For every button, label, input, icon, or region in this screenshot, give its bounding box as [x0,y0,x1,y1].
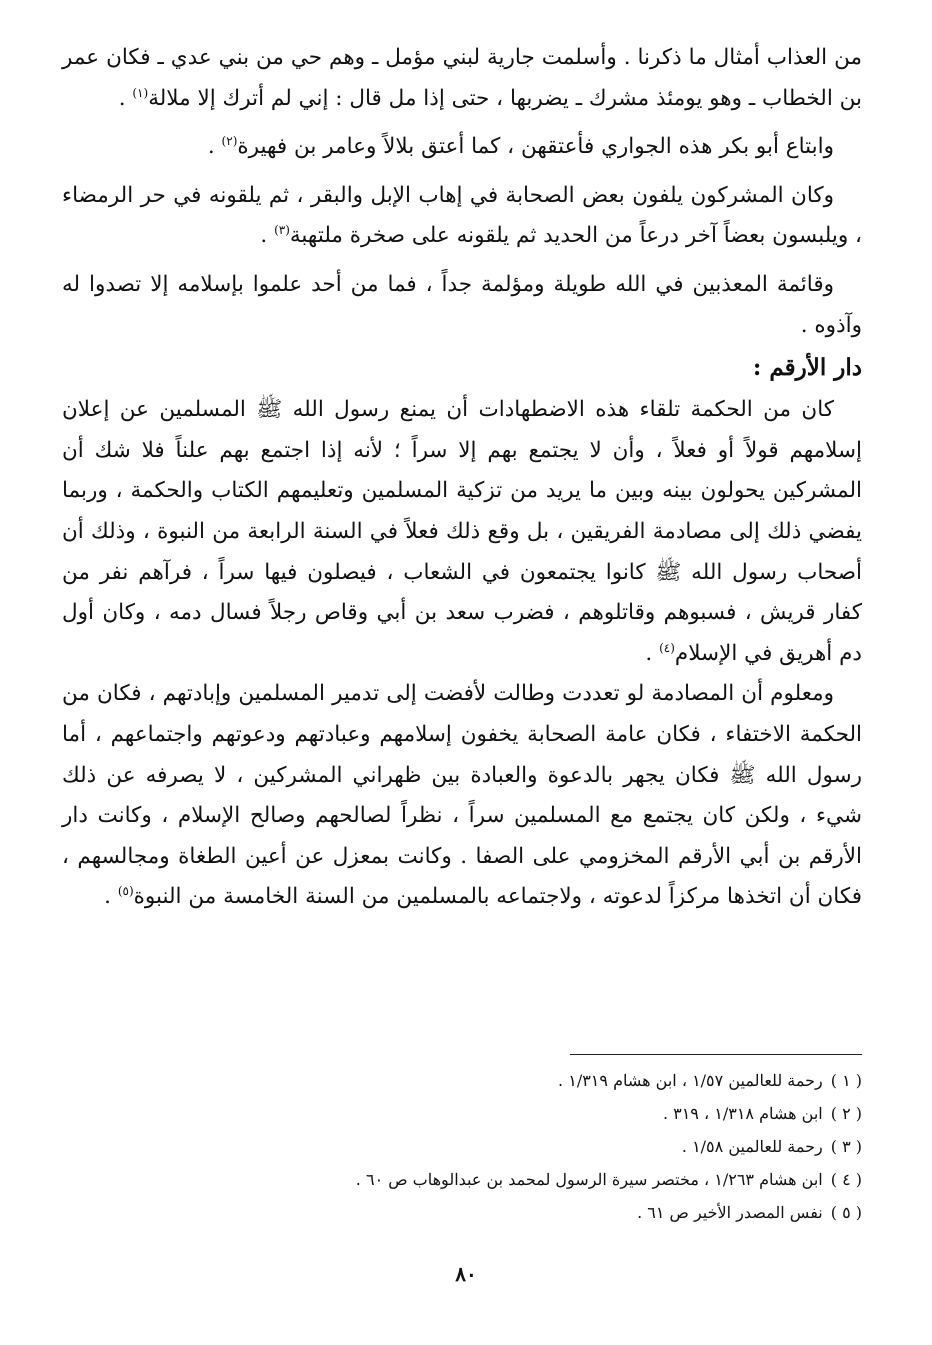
footnote-2: ( ٢ )ابن هشام ١/٣١٨ ، ٣١٩ . [662,1104,862,1123]
section-heading: دار الأرقم : [752,354,862,382]
paragraph-2: وابتاع أبو بكر هذه الجواري فأعتقهن ، كما أعتق بلالاً وعامر بن فهيرة$^{(٢)}$ . [207,134,834,160]
paragraph-5: كان من الحكمة تلقاء هذه الاضطهادات أن يمنع رسول الله ﷺ المسلمين عن إعلان إسلامهم قولاً أو فعلاً ، وأن لا يجتمع بهم إلا سراً ؛ لأنه إذا اجتمع بهم علناً فلا شك أن المشركين يحولون بينه وبين ما يريد من تزكية المسلمين وتعليمهم الكتاب والحكمة ، وربما يفضي ذلك إلى مصادمة الفريقين ، بل وقع ذلك فعلاً في السنة الرابعة من النبوة ، وذلك أن أصحاب رسول الله ﷺ كانوا يجتمعون في الشعاب ، فيصلون فيها سراً ، فرآهم نفر من كفار قريش ، فسبوهم وقاتلوهم ، فضرب سعد بن أبي وقاص رجلاً فسال دمه ، وكان أول دم أهريق في الإسلام$^{(٤)}$ . [62,397,862,666]
paragraph-4: وقائمة المعذبين في الله طويلة ومؤلمة جداً ، فما من أحد علموا بإسلامه إلا تصدوا له وآذوه . [62,271,862,338]
page-number: ٨٠ [455,1262,477,1286]
footnote-ref-4: (٤) [659,640,675,655]
footnote-1: ( ١ )رحمة للعالمين ١/٥٧ ، ابن هشام ١/٣١٩ . [558,1071,862,1090]
footnote-ref-3: (٣) [274,223,290,238]
footnote-5: ( ٥ )نفس المصدر الأخير ص ٦١ . [637,1203,862,1222]
footnote-4: ( ٤ )ابن هشام ١/٢٦٣ ، مختصر سيرة الرسول لمحمد بن عبدالوهاب ص ٦٠ . [355,1170,862,1189]
footnote-separator [570,1054,862,1055]
main-text [62,38,862,918]
footnote-3: ( ٣ )رحمة للعالمين ١/٥٨ . [681,1137,862,1156]
paragraph-3: وكان المشركون يلفون بعض الصحابة في إهاب الإبل والبقر ، ثم يلقونه في حر الرمضاء ، ويلبسون بعضاً آخر درعاً من الحديد ثم يلقونه على صخرة ملتهبة$^{(٣)}$ . [62,182,862,249]
footnote-ref-5: (٥) [117,884,134,899]
paragraph-1: من العذاب أمثال ما ذكرنا . وأسلمت جارية لبني مؤمل ـ وهم حي من بني عدي ـ فكان عمر بن الخطاب ـ وهو يومئذ مشرك ـ يضربها ، حتى إذا مل قال : إني لم أترك إلا ملالة$^{(١)}$ . [62,45,862,111]
footnotes [62,1064,862,1229]
footnote-ref-2: (٢) [221,134,238,149]
paragraph-6: ومعلوم أن المصادمة لو تعددت وطالت لأفضت إلى تدمير المسلمين وإبادتهم ، فكان من الحكمة الاختفاء ، فكان عامة الصحابة يخفون إسلامهم وعبادتهم ودعوتهم واجتماعهم ، أما رسول الله ﷺ فكان يجهر بالدعوة والعبادة بين ظهراني المشركين ، لا يصرفه عن ذلك شيء ، ولكن كان يجتمع مع المسلمين سراً ، نظراً لصالحهم وصالح الإسلام ، وكانت دار الأرقم بن أبي الأرقم المخزومي على الصفا . وكانت بمعزل عن أعين الطغاة ومجالسهم ، فكان أن اتخذها مركزاً لدعوته ، ولاجتماعه بالمسلمين من السنة الخامسة من النبوة$^{(٥)}$ . [62,681,862,910]
footnote-ref-1: (١) [132,85,149,100]
